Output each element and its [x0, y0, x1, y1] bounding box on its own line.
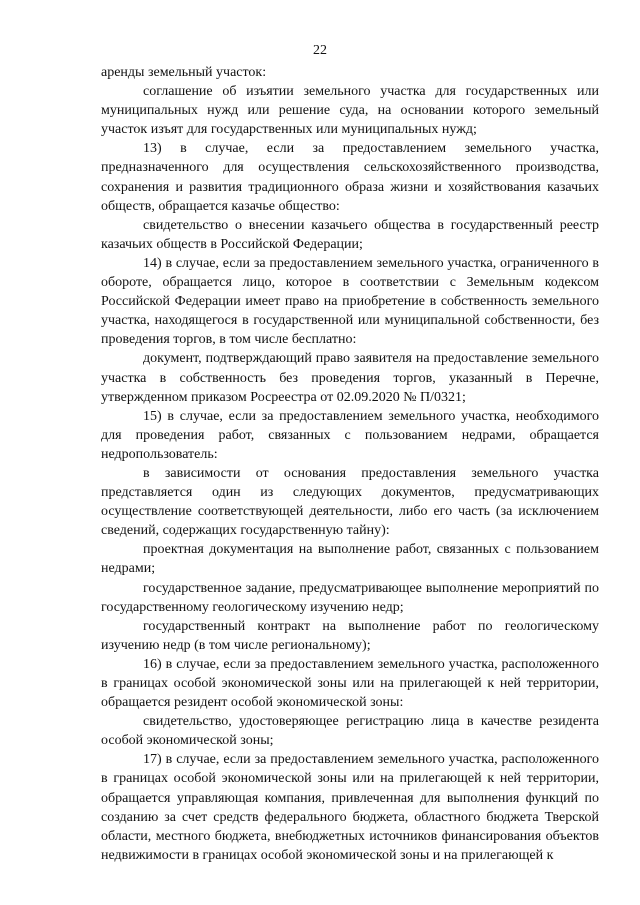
page-number: 22 — [313, 43, 327, 58]
paragraph: государственный контракт на выполнение работ по геологическому изучению недр (в том числе региональному); — [101, 618, 599, 653]
paragraph: государственное задание, предусматривающее выполнение мероприятий по государственному геологическому изучению недр; — [101, 580, 599, 615]
paragraph: 14) в случае, если за предоставлением земельного участка, ограниченного в обороте, обращается лицо, которое в соответствии с Земельным кодексом Российской Федерации имеет право на приобретение в собственность земельного участка, находящегося в государственной или муниципальной собственности, без проведения торгов, в том числе бесплатно: — [101, 255, 599, 348]
paragraph: документ, подтверждающий право заявителя на предоставление земельного участка в собственность без проведения торгов, указанный в Перечне, утвержденном приказом Росреестра от 02.09.2020 № П/0321; — [101, 351, 599, 405]
document-body — [101, 63, 599, 865]
paragraph: 16) в случае, если за предоставлением земельного участка, расположенного в границах особой экономической зоны или на прилегающей к ней территории, обращается резидент особой экономической зоны: — [101, 656, 599, 711]
paragraph: 15) в случае, если за предоставлением земельного участка, необходимого для проведения работ, связанных с пользованием недрами, обращается недропользователь: — [101, 408, 599, 462]
paragraph: 13) в случае, если за предоставлением земельного участка, предназначенного для осуществления сельскохозяйственного производства, сохранения и развития традиционного образа жизни и хозяйствования казачьих обществ, обращается казачье общество: — [101, 141, 599, 214]
paragraph: аренды земельный участок: — [101, 65, 267, 80]
paragraph: в зависимости от основания предоставления земельного участка представляется один из следующих документов, предусматривающих осуществление соответствующей деятельности, либо его часть (за исключением сведений, содержащих государственную тайну): — [101, 465, 599, 539]
paragraph: свидетельство о внесении казачьего общества в государственный реестр казачьих обществ в Российской Федерации; — [101, 217, 599, 252]
paragraph: проектная документация на выполнение работ, связанных с пользованием недрами; — [101, 542, 599, 577]
paragraph: 17) в случае, если за предоставлением земельного участка, расположенного в границах особой экономической зоны или на прилегающей к ней территории, обращается управляющая компания, привлеченная для выполнения функций по созданию за счет средств федерального бюджета, областного бюджета Тверской области, местного бюджета, внебюджетных источников финансирования объектов недвижимости в границах особой экономической зоны и на прилегающей к — [101, 752, 599, 863]
paragraph: свидетельство, удостоверяющее регистрацию лица в качестве резидента особой экономической зоны; — [101, 714, 599, 749]
paragraph: соглашение об изъятии земельного участка для государственных или муниципальных нужд или решение суда, на основании которого земельный участок изъят для государственных или муниципальных нужд; — [101, 84, 599, 138]
